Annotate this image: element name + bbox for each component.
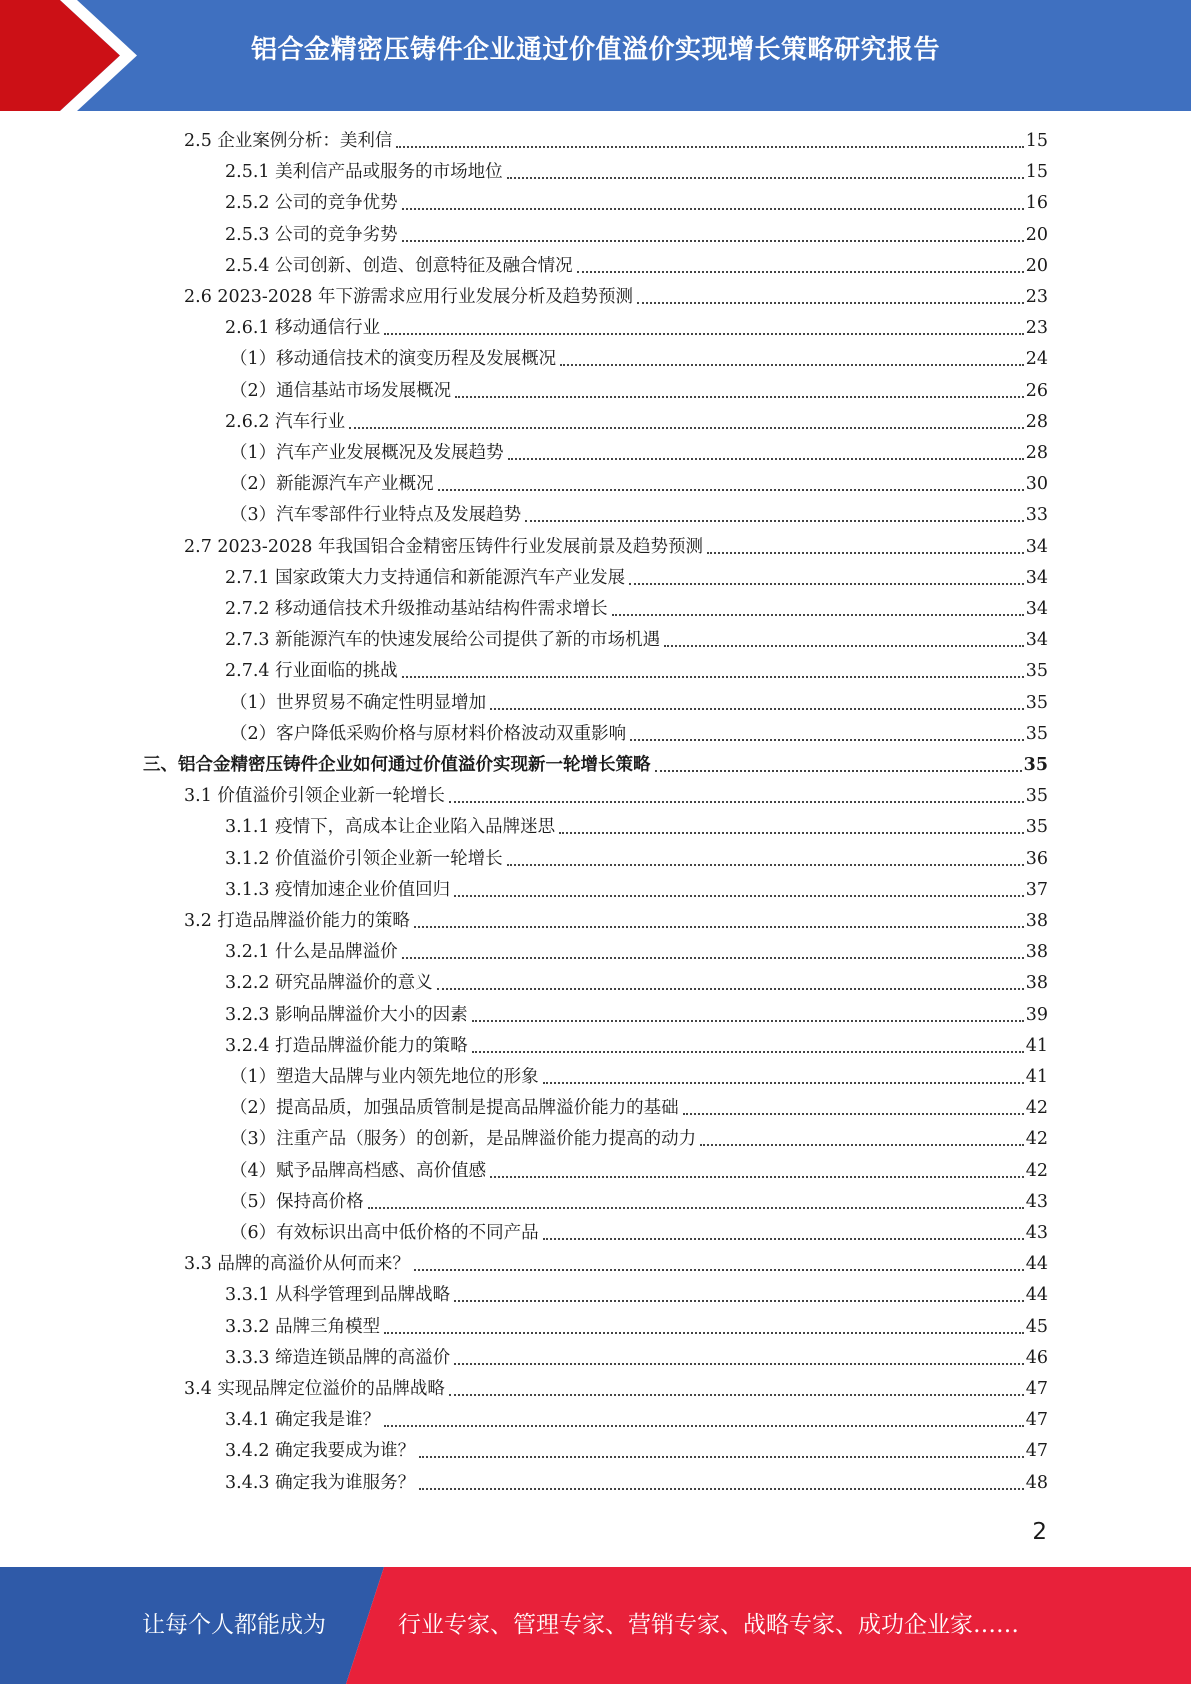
toc-entry-label: 3.3.1 从科学管理到品牌战略 [225,1285,451,1306]
toc-leader-dots [449,1394,1024,1396]
toc-entry-label: （2）客户降低采购价格与原材料价格波动双重影响 [230,723,627,744]
toc-entry[interactable] [230,1062,1048,1093]
toc-entry[interactable] [230,1156,1048,1187]
toc-entry-label: 2.5 企业案例分析：美利信 [184,131,393,151]
toc-entry-label: 3.2 打造品牌溢价能力的策略 [184,911,410,931]
toc-leader-dots [402,240,1024,242]
toc-leader-dots [683,1113,1024,1115]
toc-entry-label: 3.4 实现品牌定位溢价的品牌战略 [184,1379,445,1399]
toc-entry-label: 3.3.3 缔造连锁品牌的高溢价 [225,1347,451,1368]
toc-entry[interactable] [225,1436,1048,1467]
toc-entry[interactable] [230,500,1048,531]
toc-entry-label: （5）保持高价格 [230,1191,364,1212]
toc-leader-dots [384,1332,1024,1334]
toc-leader-dots [559,832,1024,834]
toc-entry[interactable] [225,844,1048,875]
toc-entry-page: 42 [1025,1098,1048,1119]
toc-entry-page: 47 [1025,1410,1048,1431]
toc-leader-dots [414,1269,1024,1271]
toc-entry-page: 44 [1025,1285,1048,1306]
toc-entry-label: （2）提高品质，加强品质管制是提高品牌溢价能力的基础 [230,1098,679,1119]
toc-entry[interactable] [230,719,1048,750]
toc-leader-dots [543,1238,1024,1240]
toc-entry[interactable] [225,968,1048,999]
toc-entry[interactable] [184,1249,1048,1280]
toc-entry-page: 47 [1025,1379,1048,1399]
toc-leader-dots [402,676,1024,678]
page-number: 2 [1032,1519,1047,1545]
toc-entry-label: （3）注重产品（服务）的创新，是品牌溢价能力提高的动力 [230,1129,697,1150]
toc-leader-dots [612,614,1024,616]
toc-leader-dots [507,864,1024,866]
toc-entry[interactable] [225,1405,1048,1436]
toc-leader-dots [437,988,1024,990]
toc-leader-dots [349,427,1024,429]
toc-entry[interactable] [225,407,1048,438]
toc-leader-dots [419,1488,1024,1490]
toc-leader-dots [449,801,1024,803]
toc-leader-dots [454,895,1024,897]
toc-entry[interactable] [225,1312,1048,1343]
toc-leader-dots [700,1144,1024,1146]
toc-leader-dots [438,489,1024,491]
toc-entry-label: （1）世界贸易不确定性明显增加 [230,692,487,713]
toc-entry-label: （1）移动通信技术的演变历程及发展概况 [230,349,557,370]
toc-leader-dots [490,708,1024,710]
toc-entry[interactable] [143,750,1048,781]
toc-entry[interactable] [225,1031,1048,1062]
toc-entry[interactable] [225,812,1048,843]
toc-leader-dots [507,177,1024,179]
toc-leader-dots [419,1456,1024,1458]
toc-entry-page: 16 [1025,193,1048,214]
toc-entry-page: 45 [1025,1316,1048,1337]
toc-entry[interactable] [225,220,1048,251]
toc-entry-label: （6）有效标识出高中低价格的不同产品 [230,1223,539,1243]
toc-leader-dots [664,645,1024,647]
toc-entry-label: 2.7 2023-2028 年我国铝合金精密压铸件行业发展前景及趋势预测 [184,536,703,557]
toc-entry-label: 2.5.3 公司的竞争劣势 [225,224,398,245]
toc-entry-label: 3.2.4 打造品牌溢价能力的策略 [225,1035,468,1056]
toc-leader-dots [454,1300,1024,1302]
toc-leader-dots [454,1363,1024,1365]
toc-entry-label: 3.2.1 什么是品牌溢价 [225,942,398,963]
toc-leader-dots [525,520,1024,522]
toc-entry[interactable] [184,781,1048,812]
toc-entry[interactable] [230,1124,1048,1155]
toc-entry[interactable] [225,1468,1048,1499]
toc-entry-label: 2.7.1 国家政策大力支持通信和新能源汽车产业发展 [225,567,626,588]
toc-leader-dots [490,1176,1024,1178]
toc-entry[interactable] [184,126,1048,157]
toc-entry-label: （2）新能源汽车产业概况 [230,474,434,495]
toc-entry[interactable] [225,937,1048,968]
report-title: 铝合金精密压铸件企业通过价值溢价实现增长策略研究报告 [250,35,940,65]
toc-entry-label: 3.2.2 研究品牌溢价的意义 [225,973,433,994]
toc-entry[interactable] [184,1374,1048,1405]
toc-entry-label: 3.1.2 价值溢价引领企业新一轮增长 [225,848,503,869]
toc-entry-label: 3.1.3 疫情加速企业价值回归 [225,879,451,900]
toc-entry[interactable] [230,344,1048,375]
toc-entry-label: 2.5.2 公司的竞争优势 [225,193,398,214]
toc-leader-dots [384,333,1024,335]
toc-entry[interactable] [225,313,1048,344]
toc-entry-label: （1）塑造大品牌与业内领先地位的形象 [230,1067,539,1087]
toc-entry[interactable] [225,1343,1048,1374]
toc-entry-page: 28 [1025,411,1048,432]
toc-entry-label: （4）赋予品牌高档感、高价值感 [230,1160,487,1181]
toc-leader-dots [402,208,1024,210]
toc-entry[interactable] [225,188,1048,219]
toc-entry[interactable] [230,1093,1048,1124]
toc-leader-dots [414,926,1024,928]
toc-entry-page: 30 [1025,474,1048,495]
toc-entry-label: 2.6 2023-2028 年下游需求应用行业发展分析及趋势预测 [184,287,633,307]
toc-entry-label: 2.7.2 移动通信技术升级推动基站结构件需求增长 [225,599,608,619]
toc-entry[interactable] [225,157,1048,188]
toc-leader-dots [543,1082,1024,1084]
toc-entry-page: 20 [1025,255,1048,276]
toc-leader-dots [508,458,1024,460]
toc-entry[interactable] [225,1000,1048,1031]
toc-entry-page: 38 [1025,942,1048,963]
toc-entry-page: 44 [1025,1254,1048,1275]
toc-entry-label: 3.1 价值溢价引领企业新一轮增长 [184,786,445,807]
toc-entry-page: 34 [1025,599,1048,619]
toc-entry-page: 46 [1025,1347,1048,1368]
toc-leader-dots [396,146,1023,148]
footer-slogan-left: 让每个人都能成为 [142,1612,326,1638]
toc-entry-label: 3.4.1 确定我是谁？ [225,1410,381,1431]
toc-entry-label: （1）汽车产业发展概况及发展趋势 [230,443,504,463]
toc-entry[interactable] [225,656,1048,687]
toc-entry-page: 48 [1025,1472,1048,1493]
toc-entry-page: 35 [1025,661,1048,682]
toc-entry-label: 三、铝合金精密压铸件企业如何通过价值溢价实现新一轮增长策略 [143,755,651,775]
toc-entry[interactable] [230,1218,1048,1249]
red-chevron-banner [0,0,160,111]
toc-leader-dots [629,583,1024,585]
toc-leader-dots [384,1425,1024,1427]
toc-leader-dots [472,1051,1024,1053]
toc-leader-dots [630,739,1024,741]
toc-leader-dots [577,271,1024,273]
toc-entry-label: （2）通信基站市场发展概况 [230,380,452,401]
toc-entry[interactable] [230,438,1048,469]
toc-entry-page: 35 [1025,817,1048,838]
toc-leader-dots [560,364,1024,366]
page-header [0,0,1191,111]
toc-entry-page: 15 [1025,162,1048,183]
toc-entry-page: 35 [1025,723,1048,744]
toc-entry-page: 35 [1025,692,1048,713]
toc-entry-page: 42 [1025,1160,1048,1181]
toc-entry[interactable] [225,875,1048,906]
footer-slogan-right: 行业专家、管理专家、营销专家、战略专家、成功企业家…… [398,1612,1019,1638]
toc-entry-label: 2.5.4 公司创新、创造、创意特征及融合情况 [225,255,573,276]
toc-entry-page: 34 [1025,567,1048,588]
toc-leader-dots [637,302,1024,304]
toc-entry-page: 43 [1025,1223,1048,1243]
toc-entry-label: 3.3 品牌的高溢价从何而来？ [184,1254,410,1275]
toc-entry-label: （3）汽车零部件行业特点及发展趋势 [230,505,522,526]
toc-leader-dots [655,770,1022,772]
toc-leader-dots [707,552,1024,554]
toc-entry[interactable] [230,1187,1048,1218]
toc-entry-page: 38 [1025,911,1048,931]
toc-entry-page: 23 [1025,287,1048,307]
toc-entry-page: 47 [1025,1441,1048,1462]
toc-entry-label: 2.6.1 移动通信行业 [225,318,381,339]
toc-entry-page: 24 [1025,349,1048,370]
toc-entry-page: 26 [1025,380,1048,401]
toc-entry-page: 34 [1025,536,1048,557]
toc-entry-page: 41 [1025,1067,1048,1087]
toc-entry-label: 2.6.2 汽车行业 [225,411,346,432]
toc-entry[interactable] [184,282,1048,313]
toc-entry-page: 39 [1025,1004,1048,1025]
toc-entry-label: 2.5.1 美利信产品或服务的市场地位 [225,162,503,183]
toc-entry[interactable] [230,688,1048,719]
toc-entry[interactable] [230,469,1048,500]
toc-entry-page: 36 [1025,848,1048,869]
toc-entry-page: 15 [1025,131,1048,151]
toc-leader-dots [455,396,1024,398]
toc-entry[interactable] [225,563,1048,594]
toc-entry-page: 33 [1025,505,1048,526]
toc-leader-dots [368,1207,1024,1209]
toc-entry-label: 3.4.3 确定我为谁服务？ [225,1472,416,1493]
toc-entry[interactable] [225,625,1048,656]
toc-entry-page: 34 [1025,630,1048,651]
toc-entry[interactable] [184,906,1048,937]
toc-entry-label: 3.1.1 疫情下，高成本让企业陷入品牌迷思 [225,817,556,838]
toc-entry-label: 3.3.2 品牌三角模型 [225,1316,381,1337]
toc-entry-page: 37 [1025,879,1048,900]
toc-entry-label: 3.2.3 影响品牌溢价大小的因素 [225,1004,468,1025]
toc-entry-label: 2.7.4 行业面临的挑战 [225,661,398,682]
toc-entry[interactable] [230,376,1048,407]
toc-entry-page: 42 [1025,1129,1048,1150]
page-footer [0,1567,1191,1684]
toc-entry-page: 41 [1025,1035,1048,1056]
toc-entry-page: 23 [1025,318,1048,339]
toc-leader-dots [472,1020,1024,1022]
toc-entry[interactable] [225,594,1048,625]
toc-entry[interactable] [225,251,1048,282]
toc-entry-page: 20 [1025,224,1048,245]
toc-entry-page: 43 [1025,1191,1048,1212]
toc-entry-label: 2.7.3 新能源汽车的快速发展给公司提供了新的市场机遇 [225,630,661,651]
toc-entry-page: 28 [1025,443,1048,463]
toc-entry-label: 3.4.2 确定我要成为谁？ [225,1441,416,1462]
toc-entry-page: 35 [1025,786,1048,807]
toc-entry[interactable] [225,1280,1048,1311]
toc-entry-page: 35 [1023,755,1048,775]
toc-leader-dots [402,957,1024,959]
toc-entry-page: 38 [1025,973,1048,994]
toc-entry[interactable] [184,532,1048,563]
